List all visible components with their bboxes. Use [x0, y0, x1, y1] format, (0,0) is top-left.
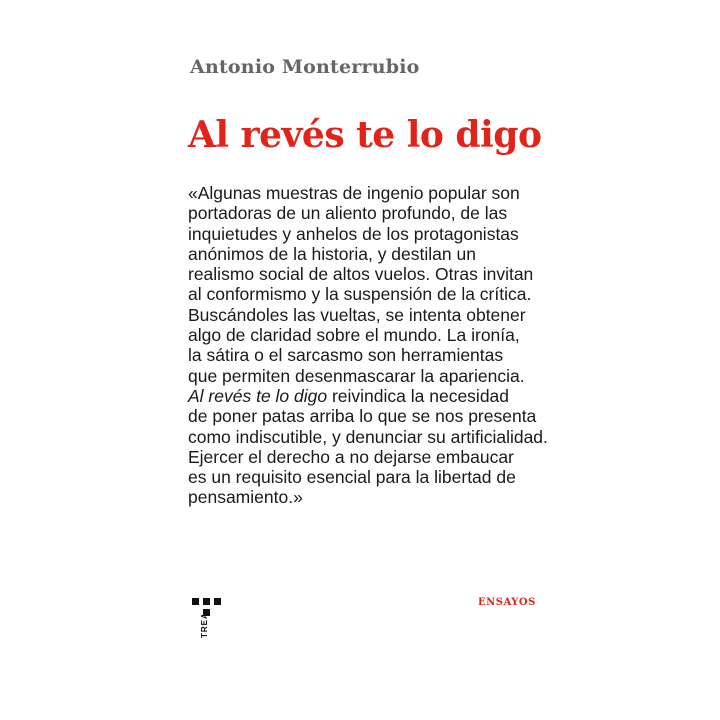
publisher-logo: [192, 598, 224, 638]
blurb-line: anónimos de la historia, y destilan un: [188, 243, 476, 264]
blurb-line: «Algunas muestras de ingenio popular son: [188, 183, 520, 203]
book-title: Al revés te lo digo: [188, 114, 542, 156]
blurb-line: al conformismo y la suspensión de la crítica.: [188, 284, 532, 305]
blurb-line: de poner patas arriba lo que se nos presenta: [188, 406, 537, 427]
blurb-line: Buscándoles las vueltas, se intenta obtener: [188, 304, 526, 325]
logo-square: [214, 598, 221, 605]
publisher-name: TREA: [200, 612, 209, 638]
blurb-line: la sátira o el sarcasmo son herramientas: [188, 345, 504, 366]
blurb-line: es un requisito esencial para la libertad de: [188, 467, 516, 488]
blurb-line: portadoras de un aliento profundo, de las: [188, 203, 508, 224]
author-name: Antonio Monterrubio: [190, 56, 420, 78]
blurb-line: pensamiento.»: [188, 487, 303, 508]
blurb-line: algo de claridad sobre el mundo. La ironía,: [188, 325, 520, 346]
logo-square: [192, 598, 199, 605]
blurb-italic-title: Al revés te lo digo: [188, 385, 328, 406]
blurb-line: realismo social de altos vuelos. Otras invitan: [188, 264, 534, 285]
blurb-line-continuation: reivindica la necesidad: [327, 385, 510, 406]
blurb-line-with-title: [188, 386, 548, 406]
blurb-line: Ejercer el derecho a no dejarse embaucar: [188, 446, 514, 467]
blurb-line: como indiscutible, y denunciar su artificialidad.: [188, 426, 548, 447]
back-cover-blurb: [188, 183, 548, 508]
logo-square: [203, 598, 210, 605]
blurb-line: que permiten desenmascarar la apariencia.: [188, 365, 525, 386]
blurb-line: inquietudes y anhelos de los protagonistas: [188, 223, 519, 244]
collection-label: ENSAYOS: [478, 597, 536, 608]
